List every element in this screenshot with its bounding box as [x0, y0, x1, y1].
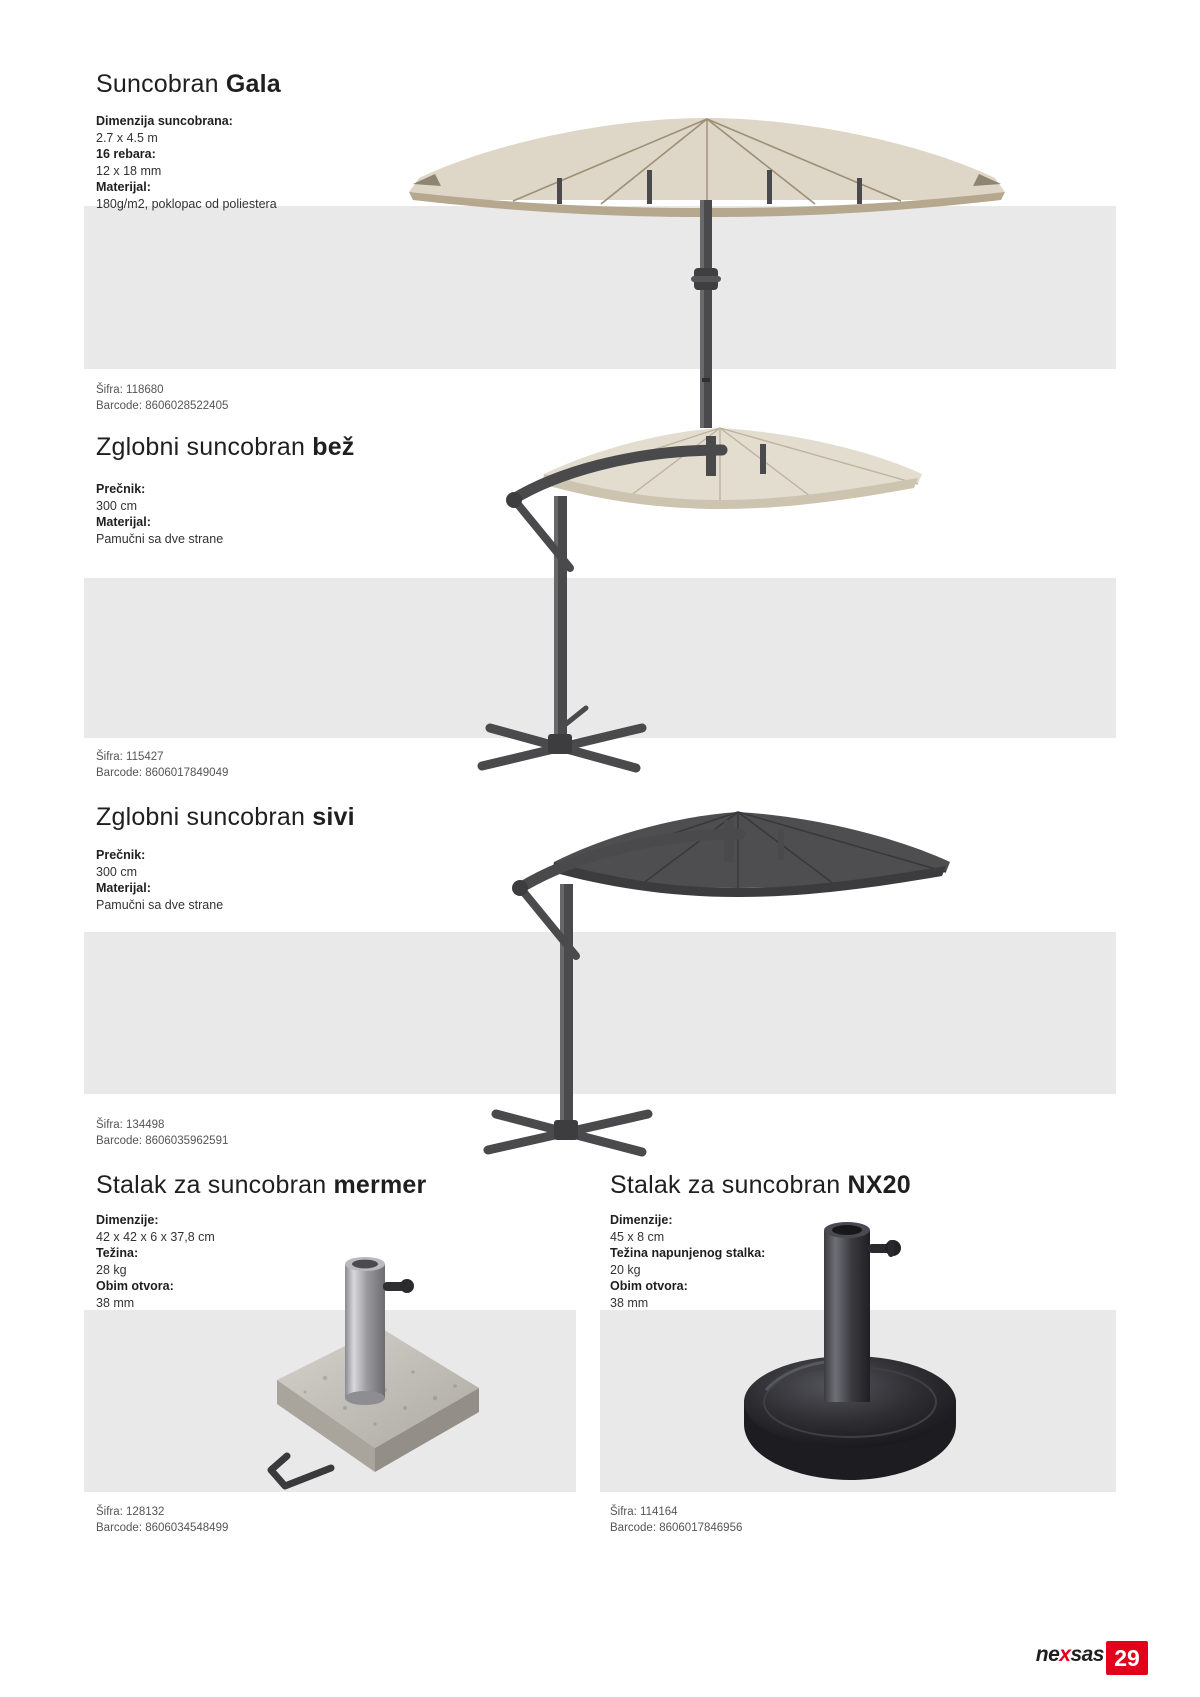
product-4-spec-1-label: Težina:: [96, 1246, 139, 1260]
product-4-spec-2-value: 38 mm: [96, 1295, 135, 1310]
product-5-barcode: Barcode: 8606017846956: [610, 1521, 743, 1534]
product-1-spec-2-value: 180g/m2, poklopac od poliestera: [96, 196, 277, 211]
product-1-barcode: Barcode: 8606028522405: [96, 399, 229, 412]
product-4-specs: [96, 1212, 215, 1311]
product-5-codes: [610, 1505, 742, 1536]
product-4-spec-1-value: 28 kg: [96, 1262, 127, 1277]
product-4-spec-0-value: 42 x 42 x 6 x 37,8 cm: [96, 1229, 215, 1244]
photo-band-4: [84, 1310, 576, 1492]
product-5-spec-0-label: Dimenzije:: [610, 1213, 673, 1227]
product-3-spec-1-label: Materijal:: [96, 881, 151, 895]
product-2-sifra: Šifra: 115427: [96, 751, 164, 763]
product-1-specs: [96, 113, 277, 212]
product-3-codes: [96, 1118, 228, 1149]
product-3-sifra: Šifra: 134498: [96, 1119, 165, 1131]
photo-band-5: [600, 1310, 1116, 1492]
product-1-title-light: Suncobran: [96, 70, 226, 98]
product-2-title: [96, 433, 355, 462]
product-1-spec-1-value: 12 x 18 mm: [96, 163, 162, 178]
product-2-specs: [96, 481, 223, 547]
product-4-spec-2-label: Obim otvora:: [96, 1279, 174, 1293]
brand-logo-part2: sas: [1070, 1643, 1104, 1666]
product-5-spec-1-label: Težina napunjenog stalka:: [610, 1246, 766, 1260]
brand-logo-part1: ne: [1035, 1643, 1060, 1666]
product-3-spec-1-value: Pamučni sa dve strane: [96, 897, 224, 912]
photo-band-1: [84, 206, 1116, 369]
product-4-spec-0-label: Dimenzije:: [96, 1213, 159, 1227]
brand-logo: [1036, 1643, 1104, 1667]
product-5-spec-0-value: 45 x 8 cm: [610, 1229, 665, 1244]
photo-band-2: [84, 578, 1116, 738]
product-1-spec-2-label: Materijal:: [96, 180, 151, 194]
product-4-title-light: Stalak za suncobran: [96, 1171, 334, 1199]
product-2-spec-0-label: Prečnik:: [96, 482, 146, 496]
product-3-spec-0-label: Prečnik:: [96, 848, 146, 862]
product-1-spec-1-label: 16 rebara:: [96, 147, 156, 161]
product-1-spec-0-label: Dimenzija suncobrana:: [96, 114, 233, 128]
product-1-sifra: Šifra: 118680: [96, 384, 164, 396]
product-5-spec-1-value: 20 kg: [610, 1262, 641, 1277]
product-4-title: [96, 1171, 426, 1200]
product-5-spec-2-value: 38 mm: [610, 1295, 649, 1310]
product-2-spec-1-label: Materijal:: [96, 515, 151, 529]
product-3-barcode: Barcode: 8606035962591: [96, 1134, 229, 1147]
product-3-title: [96, 803, 355, 832]
product-2-title-light: Zglobni suncobran: [96, 433, 313, 461]
product-2-spec-1-value: Pamučni sa dve strane: [96, 531, 224, 546]
product-5-specs: [610, 1212, 765, 1311]
product-3-specs: [96, 847, 223, 913]
product-2-title-bold: bež: [312, 433, 355, 461]
product-5-sifra: Šifra: 114164: [610, 1506, 678, 1518]
product-1-codes: [96, 383, 228, 414]
product-2-codes: [96, 750, 228, 781]
product-5-title-bold: NX20: [847, 1171, 911, 1199]
product-2-spec-0-value: 300 cm: [96, 498, 137, 513]
product-4-sifra: Šifra: 128132: [96, 1506, 165, 1518]
product-4-title-bold: mermer: [333, 1171, 427, 1199]
product-1-title-bold: Gala: [225, 70, 281, 98]
product-1-spec-0-value: 2.7 x 4.5 m: [96, 130, 158, 145]
product-4-codes: [96, 1505, 228, 1536]
product-1-title: [96, 70, 281, 99]
product-2-barcode: Barcode: 8606017849049: [96, 766, 229, 779]
photo-band-3: [84, 932, 1116, 1094]
page-number-badge: 29: [1106, 1641, 1148, 1675]
product-3-title-bold: sivi: [312, 803, 355, 831]
product-4-barcode: Barcode: 8606034548499: [96, 1521, 229, 1534]
brand-logo-x: x: [1059, 1643, 1071, 1666]
product-5-title: [610, 1171, 911, 1200]
product-5-spec-2-label: Obim otvora:: [610, 1279, 688, 1293]
product-5-title-light: Stalak za suncobran: [610, 1171, 848, 1199]
product-3-spec-0-value: 300 cm: [96, 864, 137, 879]
product-3-title-light: Zglobni suncobran: [96, 803, 313, 831]
